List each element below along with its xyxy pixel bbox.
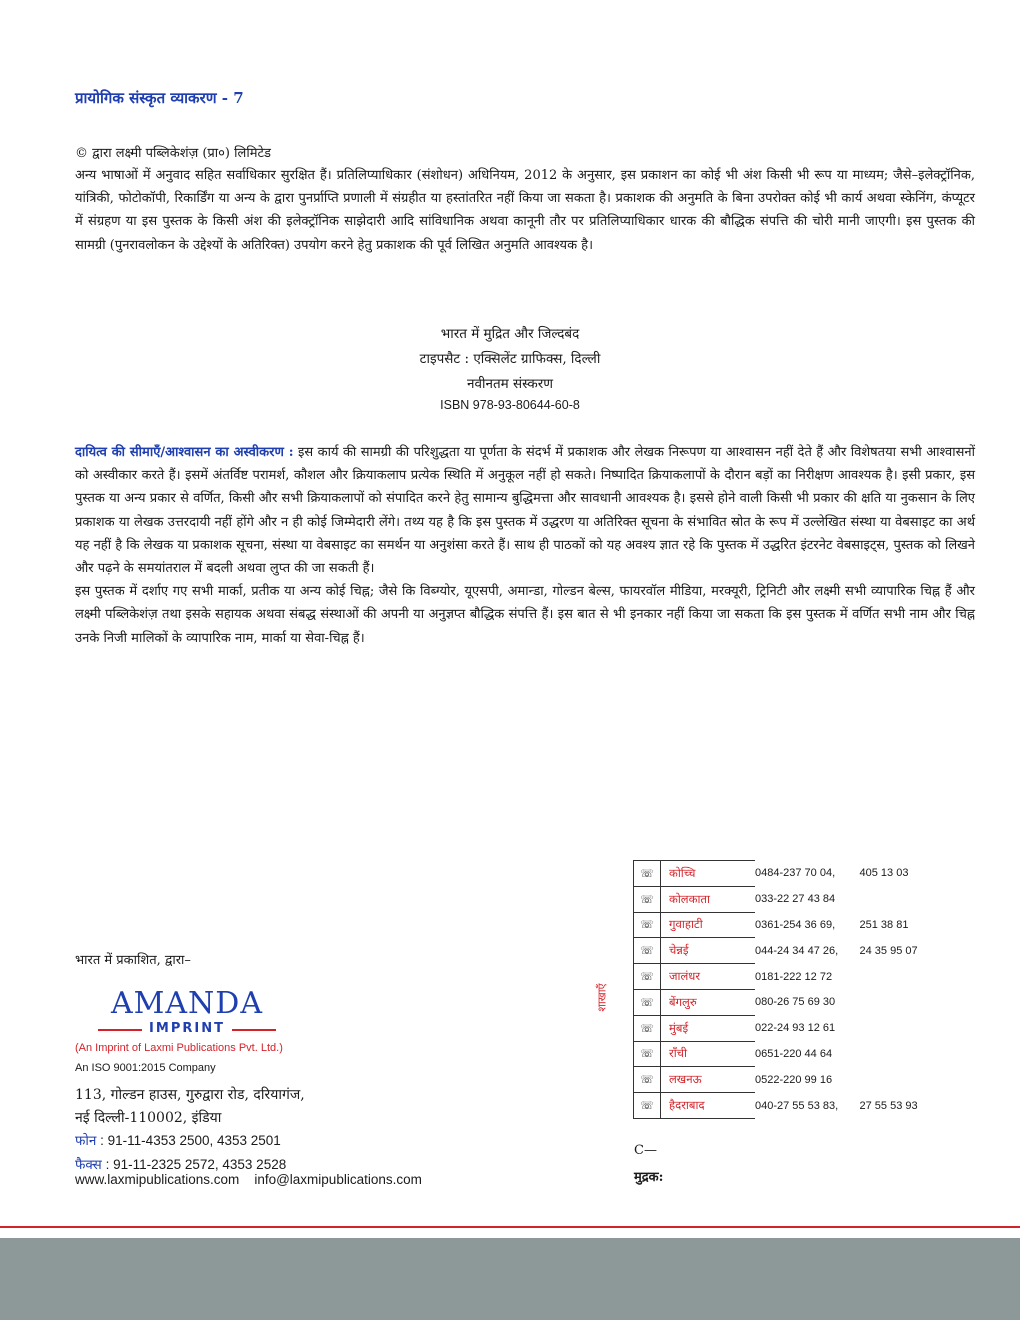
logo-left-rule: [98, 1029, 142, 1031]
branch-phone-alt: 405 13 03: [859, 867, 909, 880]
logo-main-text: AMANDA: [110, 986, 263, 1021]
branch-phone: 080-26 75 69 30: [755, 996, 836, 1009]
branch-city: राँची: [661, 1041, 756, 1067]
branch-row: [634, 989, 940, 1015]
web-line: [75, 1172, 422, 1187]
logo-subtitle: (An Imprint of Laxmi Publications Pvt. Ltd.): [75, 1042, 283, 1054]
amanda-logo: [98, 988, 276, 1036]
edition-line: नवीनतम संस्करण: [466, 376, 554, 392]
typeset-line: टाइपसैट : एक्सिलेंट ग्राफिक्स, दिल्ली: [419, 351, 601, 367]
branches-vertical-label: [596, 968, 626, 1028]
branch-phone: 0651-220 44 64: [755, 1047, 833, 1060]
fax-value: : 91-11-2325 2572, 4353 2528: [101, 1157, 287, 1172]
printer-label: मुद्रक:: [634, 1170, 664, 1185]
phone-icon: ☏: [634, 1093, 661, 1119]
copyright-line: © द्वारा लक्ष्मी पब्लिकेशंज़ (प्रा०) लिमिटेड: [75, 146, 271, 161]
phone-icon: ☏: [634, 1067, 661, 1093]
branch-phone: 033-22 27 43 84: [755, 893, 836, 906]
branch-row: [634, 1015, 940, 1041]
branch-city: हैदराबाद: [661, 1093, 756, 1119]
phone-value: : 91-11-4353 2500, 4353 2501: [96, 1133, 281, 1148]
phone-icon: ☏: [634, 861, 661, 887]
branch-phone: 0361-254 36 69,: [755, 918, 836, 931]
branch-phone-alt: [860, 989, 940, 1015]
branch-phone: 022-24 93 12 61: [755, 1022, 836, 1035]
published-by-label: भारत में प्रकाशित, द्वारा–: [75, 953, 191, 968]
branch-phone-alt: [860, 964, 940, 990]
branch-phone: 0522-220 99 16: [755, 1073, 833, 1086]
disclaimer-body: इस कार्य की सामग्री की परिशुद्धता या पूर्णता के संदर्भ में प्रकाशक और लेखक निरूपण या आश्वासन नहीं देते हैं और विशेषतया सभी आश्वासनों को अस्वीकार करते हैं। इसमें अंतर्विष्ट परामर्श, कौशल और क्रियाकलाप प्रत्येक स्थिति में अनुकूल नहीं हो सकते। निष्पादित क्रियाकलापों के दौरान बड़ों का निरीक्षण आवश्यक है। इसी प्रकार, इस पुस्तक या अन्य प्रकार से वर्णित, किसी और सभी क्रियाकलापों को संपादित करने हेतु सामान्य बुद्धिमत्ता और सावधानी आवश्यक है। इससे होने वाली किसी भी प्रकार की क्षति या नुकसान के लिए प्रकाशक या लेखक उत्तरदायी नहीं होंगे और न ही कोई जिम्मेदारी लेंगे। तथ्य यह है कि इस पुस्तक में उद्धरण या अतिरिक्त सूचना के संभावित स्रोत के रूप में उल्लेखित संस्था या वेबसाइट का अर्थ यह नहीं है कि लेखक या प्रकाशक सूचना, संस्था या वेबसाइट का समर्थन या अनुशंसा करते हैं। साथ ही पाठकों को यह अवश्य ज्ञात रहे कि पुस्तक में उद्धरित इंटरनेट वेबसाइट्स, पुस्तक को लिखने और पढ़ने के समयांतराल में बदली अथवा लुप्त की जा सकती हैं।: [75, 445, 975, 577]
branches-label-text: शाखाएँ: [595, 983, 609, 1012]
branch-phone: 040-27 55 53 83,: [755, 1099, 839, 1112]
book-title: प्रायोगिक संस्कृत व्याकरण - 7: [75, 89, 244, 107]
isbn-line: ISBN 978-93-80644-60-8: [440, 398, 580, 412]
footer-band: [0, 1238, 1020, 1320]
branch-row: [634, 886, 940, 912]
branch-phone-alt: [860, 1067, 940, 1093]
fax-line: [75, 1155, 286, 1173]
branch-city: जालंधर: [661, 964, 756, 990]
trademark-body: इस पुस्तक में दर्शाए गए सभी मार्का, प्रतीक या अन्य कोई चिह्न; जैसे कि विब्ग्योर, यूएसपी, अमान्डा, गोल्डन बेल्स, फायरवॉल मीडिया, मरक्यूरी, ट्रिनिटी और लक्ष्मी सभी व्यापारिक चिह्न हैं और लक्ष्मी पब्लिकेशंज़ तथा इसके सहायक अथवा संबद्ध संस्थाओं की अपनी या अनुज्ञप्त बौद्धिक संपत्ति हैं। इस बात से भी इनकार नहीं किया जा सकता कि इस पुस्तक में वर्णित सभी नाम और चिह्न उनके निजी मालिकों के व्यापारिक नाम, मार्का या सेवा-चिह्न हैं।: [75, 584, 975, 646]
branch-row: [634, 938, 940, 964]
disclaimer-heading: दायित्व की सीमाएँ/आश्वासन का अस्वीकरण :: [75, 445, 294, 460]
branch-phone-alt: [860, 1041, 940, 1067]
branch-row: [634, 912, 940, 938]
phone-icon: ☏: [634, 989, 661, 1015]
branch-row: [634, 964, 940, 990]
printed-in-line: भारत में मुद्रित और जिल्दबंद: [440, 326, 580, 342]
branch-phone-alt: 24 35 95 07: [859, 944, 918, 957]
branch-phone-alt: [860, 886, 940, 912]
c-label: C—: [634, 1143, 657, 1158]
phone-icon: ☏: [634, 886, 661, 912]
branch-city: चेन्नई: [661, 938, 756, 964]
branch-city: कोलकाता: [661, 886, 756, 912]
phone-line: [75, 1131, 281, 1149]
branch-city: बेंगलुरु: [661, 989, 756, 1015]
logo-imprint-text: IMPRINT: [149, 1021, 225, 1036]
branch-row: [634, 1093, 940, 1119]
branch-city: कोच्चि: [661, 861, 756, 887]
branch-row: [634, 1041, 940, 1067]
address-line-1: 113, गोल्डन हाउस, गुरुद्वारा रोड, दरियागंज,: [75, 1087, 305, 1103]
logo-right-rule: [232, 1029, 276, 1031]
branch-phone-alt: 251 38 81: [859, 918, 909, 931]
branch-phone: 0181-222 12 72: [755, 970, 833, 983]
rights-paragraph: अन्य भाषाओं में अनुवाद सहित सर्वाधिकार सुरक्षित हैं। प्रतिलिप्याधिकार (संशोधन) अधिनियम, 2012 के अनुसार, इस प्रकाशन का कोई भी अंश किसी भी रूप या माध्यम; जैसे–इलेक्ट्रॉनिक, यांत्रिकी, फोटोकॉपी, रिकार्डिंग या अन्य के द्वारा पुनर्प्राप्ति प्रणाली में संग्रहीत या हस्तांतरित नहीं किया जा सकता है। प्रकाशक की अनुमति के बिना उपरोक्त कोई भी कार्य अथवा स्केनिंग, कंप्यूटर में संग्रहण या इस पुस्तक के किसी अंश की इलेक्ट्रॉनिक साझेदारी आदि सांविधानिक अथवा कानूनी तौर पर प्रतिलिप्याधिकार धारक की बौद्धिक संपत्ति की चोरी मानी जाएगी। इस पुस्तक की सामग्री (पुनरावलोकन के उद्देश्यों के अतिरिक्त) उपयोग करने हेतु प्रकाशक की पूर्व लिखित अनुमति आवश्यक है।: [75, 168, 975, 253]
branch-phone-alt: 27 55 53 93: [859, 1099, 918, 1112]
branch-phone: 0484-237 70 04,: [755, 867, 836, 880]
phone-icon: ☏: [634, 938, 661, 964]
disclaimer-paragraph: [75, 441, 975, 650]
phone-icon: ☏: [634, 1015, 661, 1041]
iso-line: An ISO 9001:2015 Company: [75, 1062, 216, 1074]
phone-icon: ☏: [634, 964, 661, 990]
phone-icon: ☏: [634, 1041, 661, 1067]
branch-row: [634, 861, 940, 887]
fax-label: फैक्स: [75, 1157, 102, 1172]
email-link[interactable]: info@laxmipublications.com: [254, 1172, 422, 1187]
branch-phone: 044-24 34 47 26,: [755, 944, 839, 957]
website-link[interactable]: www.laxmipublications.com: [75, 1172, 240, 1187]
branches-table: [633, 860, 940, 1119]
branch-city: लखनऊ: [661, 1067, 756, 1093]
phone-icon: ☏: [634, 912, 661, 938]
branch-city: गुवाहाटी: [661, 912, 756, 938]
logo-imprint-bar: [98, 1022, 276, 1036]
phone-label: फोन: [75, 1133, 97, 1148]
branch-phone-alt: [860, 1015, 940, 1041]
branch-row: [634, 1067, 940, 1093]
branch-city: मुंबई: [661, 1015, 756, 1041]
address-line-2: नई दिल्ली-110002, इंडिया: [75, 1110, 222, 1126]
footer-red-rule: [0, 1226, 1020, 1228]
